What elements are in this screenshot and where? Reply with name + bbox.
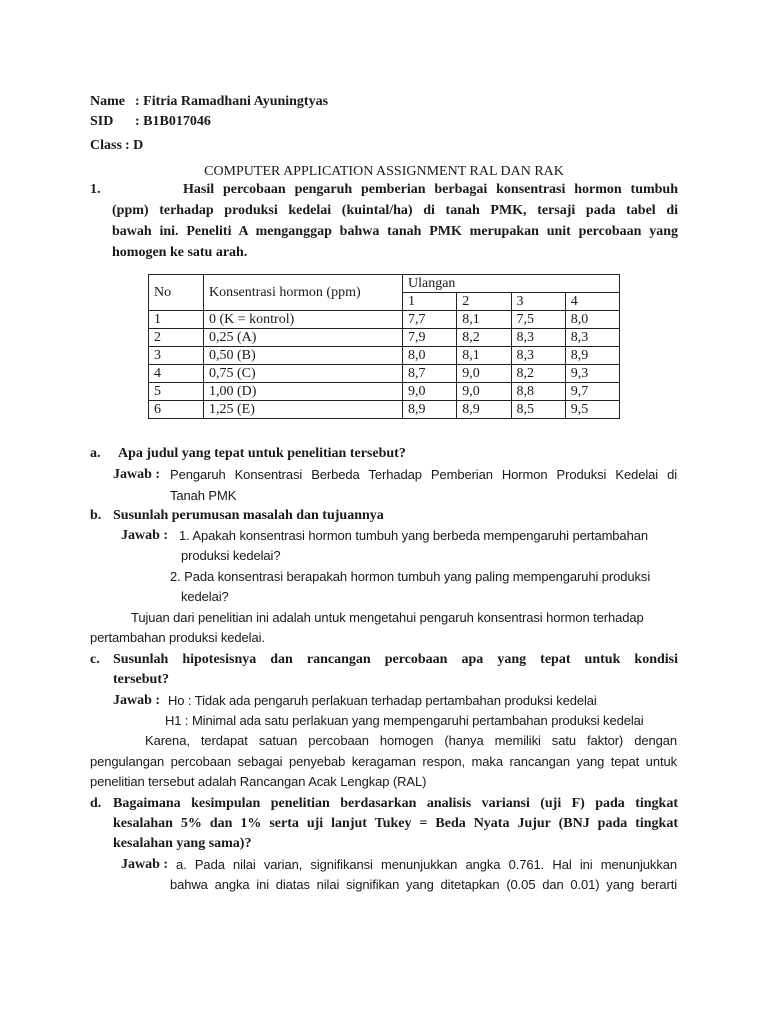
question-b-answer-line: 1. Apakah konsentrasi hormon tumbuh yang berbeda mempengaruhi pertambahan	[179, 528, 648, 543]
cell-konsentrasi: 1,25 (E)	[204, 401, 403, 419]
cell-value: 9,0	[403, 383, 457, 401]
document-title: COMPUTER APPLICATION ASSIGNMENT RAL DAN RAK	[204, 164, 564, 179]
table-row	[149, 383, 620, 401]
cell-value: 8,3	[511, 329, 565, 347]
cell-value: 9,0	[457, 383, 511, 401]
question-b-answer-line: 2. Pada konsentrasi berapakah hormon tumbuh yang paling mempengaruhi produksi	[170, 569, 651, 584]
question-c-explanation-line: Karena, terdapat satuan percobaan homogen (hanya memiliki satu faktor) dengan	[145, 733, 677, 748]
subheader-cell: 3	[511, 293, 565, 311]
cell-konsentrasi: 0,25 (A)	[204, 329, 403, 347]
cell-konsentrasi: 0 (K = kontrol)	[204, 311, 403, 329]
question-c-explanation-line: penelitian tersebut adalah Rancangan Acak Lengkap (RAL)	[90, 774, 427, 789]
question-c-text-line: Susunlah hipotesisnya dan rancangan percobaan apa yang tepat untuk kondisi	[113, 652, 678, 667]
cell-konsentrasi: 1,00 (D)	[204, 383, 403, 401]
cell-konsentrasi: 0,75 (C)	[204, 365, 403, 383]
question-c-ho: Ho : Tidak ada pengaruh perlakuan terhadap pertambahan produksi kedelai	[168, 693, 597, 708]
cell-value: 7,5	[511, 311, 565, 329]
question-1-line: Hasil percobaan pengaruh pemberian berbagai konsentrasi hormon tumbuh	[183, 182, 678, 197]
cell-no: 4	[149, 365, 204, 383]
question-d-text-line: Bagaimana kesimpulan penelitian berdasarkan analisis variansi (uji F) pada tingkat	[113, 796, 678, 811]
question-b-text: Susunlah perumusan masalah dan tujuannya	[113, 508, 384, 523]
table-row	[149, 365, 620, 383]
question-b-jawab-label: Jawab :	[121, 528, 169, 543]
cell-value: 8,2	[457, 329, 511, 347]
table-row	[149, 401, 620, 419]
question-b-answer-line: kedelai?	[181, 589, 229, 604]
question-c-text-line: tersebut?	[113, 672, 169, 687]
question-c-h1: H1 : Minimal ada satu perlakuan yang mempengaruhi pertambahan produksi kedelai	[165, 713, 644, 728]
name-label: Name	[90, 94, 125, 109]
cell-value: 9,3	[565, 365, 619, 383]
cell-no: 1	[149, 311, 204, 329]
cell-value: 8,3	[511, 347, 565, 365]
header-konsentrasi: Konsentrasi hormon (ppm)	[204, 275, 403, 311]
cell-value: 8,9	[565, 347, 619, 365]
cell-value: 8,0	[403, 347, 457, 365]
cell-value: 8,7	[403, 365, 457, 383]
question-b-tujuan-line: pertambahan produksi kedelai.	[90, 630, 265, 645]
name-value: : Fitria Ramadhani Ayuningtyas	[135, 94, 329, 109]
question-b-answer-line: produksi kedelai?	[181, 548, 281, 563]
question-1-line: homogen ke satu arah.	[112, 245, 248, 260]
cell-value: 8,3	[565, 329, 619, 347]
cell-value: 9,5	[565, 401, 619, 419]
cell-value: 8,9	[403, 401, 457, 419]
question-1-line: (ppm) terhadap produksi kedelai (kuintal/ha) di tanah PMK, tersaji pada tabel di	[112, 203, 678, 218]
cell-no: 6	[149, 401, 204, 419]
class-value: : D	[125, 138, 144, 153]
table-row	[149, 347, 620, 365]
question-a-answer-line: Tanah PMK	[170, 488, 237, 503]
cell-value: 7,9	[403, 329, 457, 347]
cell-value: 8,8	[511, 383, 565, 401]
question-c-jawab-label: Jawab :	[113, 693, 161, 708]
cell-value: 8,1	[457, 311, 511, 329]
question-b-tujuan-line: Tujuan dari penelitian ini adalah untuk mengetahui pengaruh konsentrasi hormon terhadap	[131, 610, 644, 625]
subheader-cell: 2	[457, 293, 511, 311]
cell-no: 3	[149, 347, 204, 365]
question-a-answer-line: Pengaruh Konsentrasi Berbeda Terhadap Pemberian Hormon Produksi Kedelai di	[170, 467, 677, 482]
cell-value: 8,9	[457, 401, 511, 419]
cell-value: 8,5	[511, 401, 565, 419]
cell-value: 8,2	[511, 365, 565, 383]
question-d-jawab-label: Jawab :	[121, 857, 169, 872]
sid-label: SID	[90, 114, 114, 129]
subheader-cell: 1	[403, 293, 457, 311]
cell-value: 7,7	[403, 311, 457, 329]
table-row	[149, 311, 620, 329]
header-ulangan: Ulangan	[403, 275, 620, 293]
class-label: Class	[90, 138, 122, 153]
question-1-line: bawah ini. Peneliti A menganggap bahwa tanah PMK merupakan unit percobaan yang	[112, 224, 678, 239]
cell-konsentrasi: 0,50 (B)	[204, 347, 403, 365]
table-row	[149, 329, 620, 347]
question-d-answer-line: bahwa angka ini diatas nilai signifikan yang ditetapkan (0.05 dan 0.01) yang berarti	[170, 877, 677, 892]
question-c-marker: c.	[90, 652, 100, 667]
cell-no: 5	[149, 383, 204, 401]
header-no: No	[149, 275, 204, 311]
question-d-answer-line: a. Pada nilai varian, signifikansi menunjukkan angka 0.761. Hal ini menunjukkan	[176, 857, 677, 872]
question-b-marker: b.	[90, 508, 102, 523]
cell-value: 8,0	[565, 311, 619, 329]
question-c-explanation-line: pengulangan percobaan sebagai penyebab keragaman respon, maka rancangan yang tepat untuk	[90, 754, 677, 769]
question-d-text-line: kesalahan 5% dan 1% serta uji lanjut Tukey = Beda Nyata Jujur (BNJ pada tingkat	[113, 816, 678, 831]
question-a-marker: a.	[90, 446, 101, 461]
cell-no: 2	[149, 329, 204, 347]
question-d-text-line: kesalahan yang sama)?	[113, 836, 252, 851]
data-table	[148, 274, 620, 419]
table-header-row	[149, 275, 620, 293]
question-a-jawab-label: Jawab :	[113, 467, 161, 482]
subheader-cell: 4	[565, 293, 619, 311]
cell-value: 9,0	[457, 365, 511, 383]
cell-value: 8,1	[457, 347, 511, 365]
cell-value: 9,7	[565, 383, 619, 401]
question-1-number: 1.	[90, 182, 101, 197]
question-a-text: Apa judul yang tepat untuk penelitian tersebut?	[118, 446, 406, 461]
sid-value: : B1B017046	[135, 114, 211, 129]
question-d-marker: d.	[90, 796, 102, 811]
